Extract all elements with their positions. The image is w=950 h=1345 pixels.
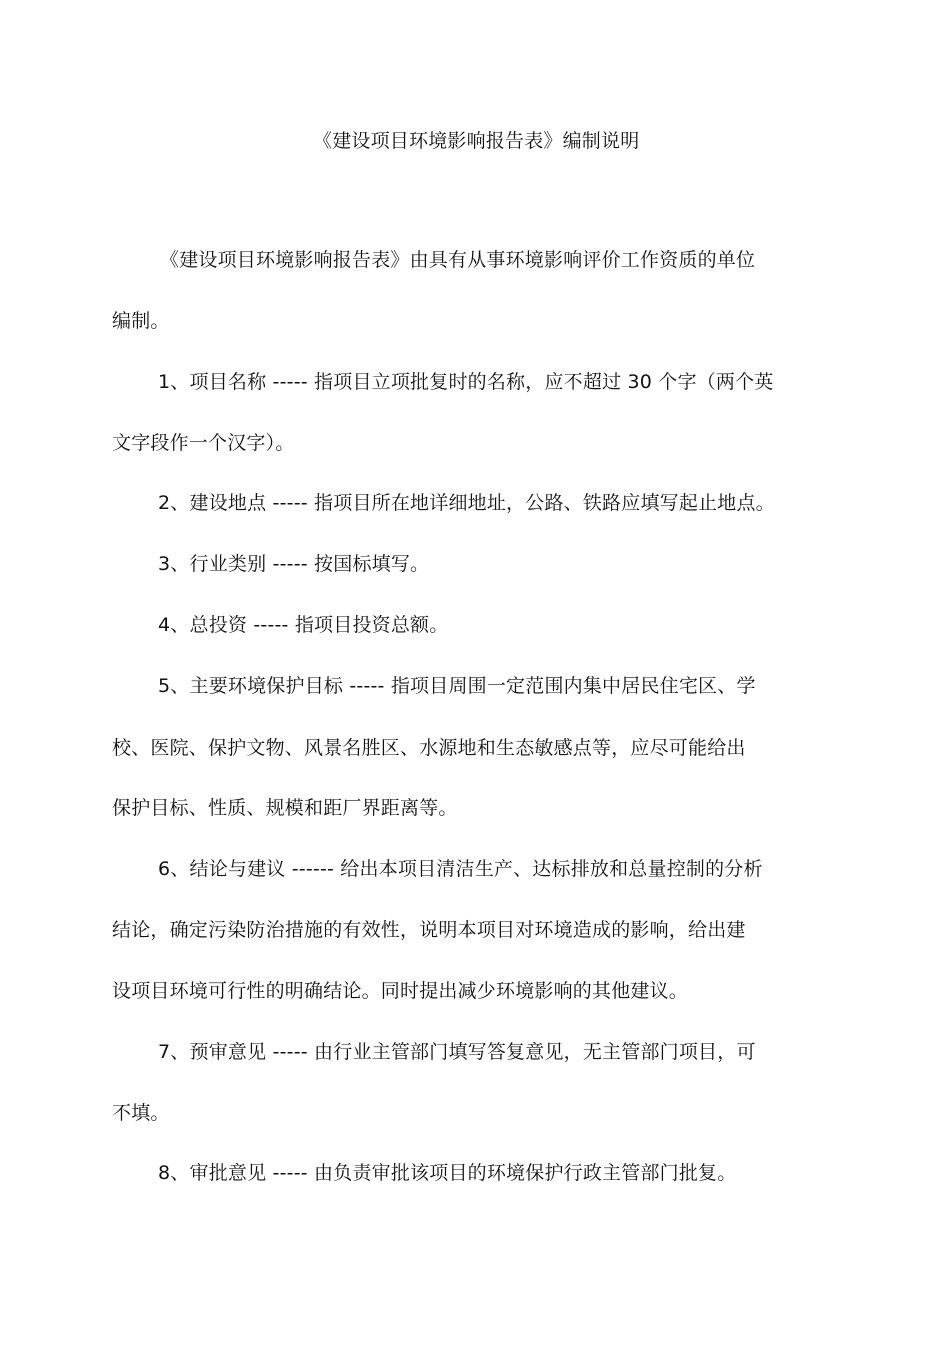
item-3-line-1: 3、行业类别 ----- 按国标填写。 — [158, 553, 430, 575]
item-5-line-3: 保护目标、性质、规模和距厂界距离等。 — [112, 797, 458, 819]
item-1-line-2: 文字段作一个汉字）。 — [112, 432, 295, 454]
item-5-line-2: 校、医院、保护文物、风景名胜区、水源地和生态敏感点等，应尽可能给出 — [112, 737, 746, 759]
item-4-line-1: 4、总投资 ----- 指项目投资总额。 — [158, 614, 449, 636]
item-7-line-1: 7、预审意见 ----- 由行业主管部门填写答复意见，无主管部门项目，可 — [158, 1041, 756, 1063]
item-7-line-2: 不填。 — [112, 1102, 170, 1124]
item-6-line-2: 结论，确定污染防治措施的有效性，说明本项目对环境造成的影响，给出建 — [112, 919, 746, 941]
item-2-line-1: 2、建设地点 ----- 指项目所在地详细地址，公路、铁路应填写起止地点。 — [158, 492, 775, 514]
paragraph-intro-line-1: 《建设项目环境影响报告表》由具有从事环境影响评价工作资质的单位 — [160, 249, 756, 271]
paragraph-intro-line-2: 编制。 — [112, 310, 170, 332]
item-8-line-1: 8、审批意见 ----- 由负责审批该项目的环境保护行政主管部门批复。 — [158, 1162, 737, 1184]
item-1-line-1: 1、项目名称 ----- 指项目立项批复时的名称，应不超过 30 个字（两个英 — [158, 371, 774, 393]
document-title: 《建设项目环境影响报告表》编制说明 — [313, 130, 640, 152]
item-5-line-1: 5、主要环境保护目标 ----- 指项目周围一定范围内集中居民住宅区、学 — [158, 675, 756, 697]
item-6-line-3: 设项目环境可行性的明确结论。同时提出减少环境影响的其他建议。 — [112, 980, 689, 1002]
item-6-line-1: 6、结论与建议 ------ 给出本项目清洁生产、达标排放和总量控制的分析 — [158, 858, 763, 880]
